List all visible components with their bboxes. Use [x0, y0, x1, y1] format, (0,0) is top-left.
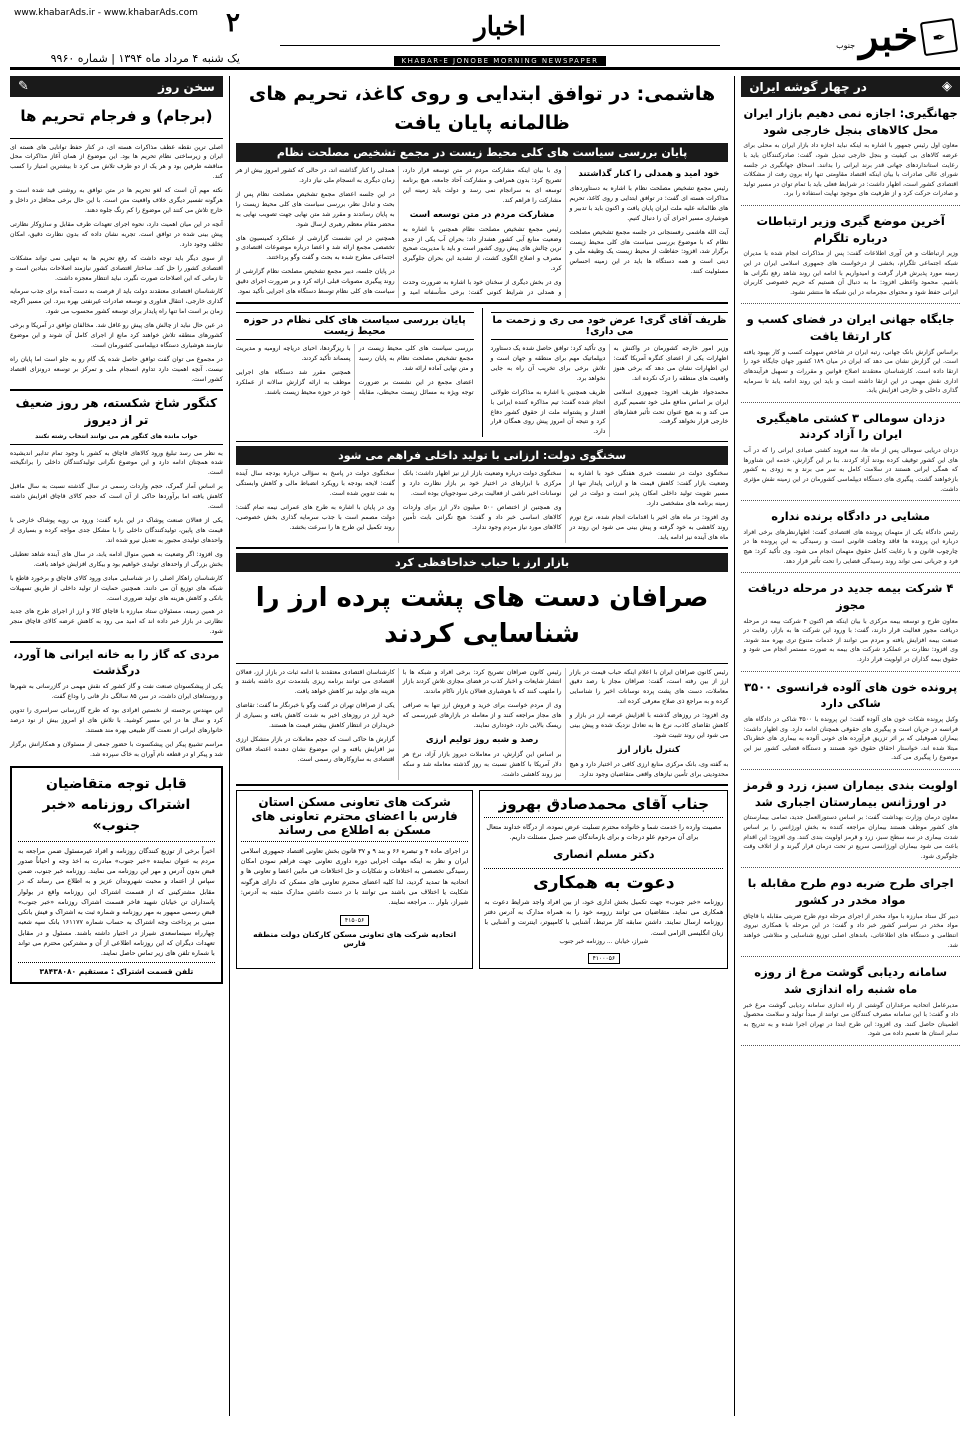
main-column: [236, 76, 729, 1416]
brief-title: جهانگیری: اجازه نمی دهیم بازار ایران محل کالاهای بنجل خارجی شود: [743, 106, 958, 137]
top-story-p: در این جلسه اعضای مجمع تشخیص مصلحت نظام پس از بحث و تبادل نظر، بررسی سیاست های کلی محیط زیست را به پایان رساندند و مقرر شد متن نهایی جهت تصویب نهایی به محضر مقام معظم رهبری ارسال شود.: [235, 190, 395, 228]
brief-body: مدیرعامل اتحادیه مرغداران گوشتی از راه اندازی سامانه ردیابی گوشت مرغ خبر داد و گفت: با این سامانه مصرف کنندگان می توانند از مبدأ تولید و سلامت محصول اطمینان حاصل کنند. وی افزود: این طرح ابتدا در تهران اجرا شده و به تدریج به سایر استان ها تعمیم داده می شود.: [743, 1001, 958, 1038]
article3-p: این مهندس برجسته از نخستین افرادی بود که طرح گازرسانی سراسری را تدوین کرد و سال ها در این مسیر کوشید. با تلاش های او امروز بیش از نود درصد خانوارهای ایرانی از نعمت گاز طبیعی بهره مند هستند.: [10, 706, 223, 734]
zarif-story-body: [491, 344, 729, 437]
masthead-center: [240, 8, 760, 65]
brief-item[interactable]: [741, 504, 960, 573]
column-divider: [734, 76, 735, 1416]
subscription-ad-body: اخیراً برخی از توزیع کنندگان روزنامه و افراد غیرمسئول ضمن مراجعه به مردم به عنوان نماینده «خبر جنوب» مبادرت به اخذ وجه و احیاناً صدور قبض بدون آدرس و مهر این روزنامه می نمایند. روزنامه خبر جنوب، ضمن سپاس از اعتماد و محبت شهروندان عزیز و به اطلاع می رساند که در مقابل مشترکینی که از قسمت اشتراک این روزنامه واقع در بولوار پاسداران تن خیابان شهید فاخر قسمت اشتراک روزنامه «خبر جنوب» قبض رسمی ممهور به مهر روزنامه و شماره ثبت به اشتراک و فیش بانکی مبنی بر پرداخت وجه اشتراک به حساب شماره ۱۶۱۱۷۷ بانک سپه شعبه چهارراه سینماسعدی شیراز در اختیار داشته باشند. مسئول و در مقابل تعهدات دیگران که این روزنامه اطلاعی از آن و مشترکین محترم می تواند با شماره تلفن های زیر تماس حاصل نمایند.: [18, 846, 215, 958]
invite-contact[interactable]: شیراز، خیابان ... روزنامه خبر جنوب: [559, 937, 649, 945]
brief-body: دبیر کل ستاد مبارزه با مواد مخدر از اجرای مرحله دوم طرح ضربتی مقابله با قاچاق مواد مخدر در سراسر کشور خبر داد و گفت: در این مرحله با همکاری نیروی انتظامی و دستگاه های اطلاعاتی، باندهای اصلی توزیع شناسایی و متلاشی خواهند شد.: [743, 912, 958, 949]
brief-title: سامانه ردیابی گوشت مرغ از روزه ماه شنبه راه اندازی شد: [754, 965, 948, 996]
pen-icon: ✎: [18, 79, 29, 94]
editorial-p: در عین حال نباید از چالش های پیش رو غافل شد. مخالفان توافق در آمریکا و برخی کشورهای منطقه تلاش خواهند کرد مانع از اجرای کامل آن شوند و این موضوع نیازمند هوشیاری دستگاه دیپلماسی کشورمان است.: [10, 322, 223, 350]
brief-body: براساس گزارش بانک جهانی، رتبه ایران در شاخص سهولت کسب و کار بهبود یافته است. این گزارش نشان می دهد که ایران در میان ۱۸۹ کشور جهان جایگاه خود را ارتقا داده است. کارشناسان معتقدند اصلاح قوانین و مقررات و تسهیل فرآیندهای اداری نقش مهمی در این ارتقا داشته است و باید این روند ادامه یابد تا سرمایه گذاری داخلی و خارجی افزایش یابد.: [743, 348, 958, 395]
article2-p: کارشناسان راهکار اصلی را در شناسایی مبادی ورود کالای قاچاق و برخورد قاطع با شبکه های توزیع آن می دانند. همچنین حمایت از تولید داخلی از طریق تسهیلات بانکی و کاهش هزینه های تولید ضروری است.: [10, 574, 223, 602]
brief-item[interactable]: [741, 960, 960, 1046]
section-header-label: در چهار گوشه ایران: [749, 79, 867, 94]
divider: [18, 841, 215, 842]
editorial-body: [10, 143, 223, 385]
editorial-p: در مجموع می توان گفت توافق حاصل شده یک گام رو به جلو است اما پایان راه نیست. آنچه اهمیت دارد تداوم انسجام ملی و تمرکز بر توسعه درونزای اقتصاد کشور است.: [10, 356, 223, 383]
subscription-notice-ad: [10, 766, 223, 985]
top-story-p: رئیس مجمع تشخیص مصلحت نظام همچنین با اشاره به وضعیت منابع آبی کشور هشدار داد: بحران آب یکی از جدی ترین چالش های پیش روی کشور است و باید با مدیریت صحیح مصرف و اصلاح الگوی کشت، از تشدید این بحران جلوگیری کرد.: [402, 225, 562, 273]
cur-p: کارشناسان اقتصادی معتقدند با ادامه ثبات در بازار ارز، فعالان اقتصادی می توانند برنامه ریزی بلندمدت تری داشته باشند و هزینه های تولید نیز کاهش خواهد یافت.: [235, 668, 395, 696]
top-story-headline: هاشمی: در توافق ابتدایی و روی کاغذ، تحریم های ظالمانه پایان یافت: [248, 83, 716, 134]
subscription-ad-title: قابل توجه متقاضیان اشتراک روزنامه «خبر جنوب»: [42, 775, 191, 834]
article3-title: مردی که گاز را به خانه ایرانی ها آورد، درگذشت: [13, 648, 220, 678]
top-story-p: در پایان جلسه، دبیر مجمع تشخیص مصلحت نظام گزارشی از روند پیگیری مصوبات قبلی ارائه کرد و بر ضرورت اجرای دقیق سیاست های کلی نظام توسط دستگاه های اجرایی تأکید نمود.: [235, 268, 395, 296]
divider: [484, 868, 723, 869]
env-p: بررسی سیاست های کلی محیط زیست در مجمع تشخیص مصلحت نظام به پایان رسید و متن نهایی آماده ارائه شد.: [358, 345, 474, 372]
brief-body: دزدان دریایی سومالی پس از ماه ها، سه فروند کشتی صیادی ایرانی را که در آب های این کشور توقیف کرده بودند آزاد کردند. بنا بر این گزارش، خدمه این شناورها که همگی ایرانی هستند در سلامت کامل به سر می برند و به زودی به کشور بازخواهند گشت. پیگیری های دستگاه دیپلماسی کشورمان در این زمینه نقش مؤثری داشت.: [743, 447, 958, 493]
divider: [236, 441, 729, 442]
divider: [10, 641, 223, 643]
top-story-subhead-1: خود امید و همدلی را کنار گذاشتند: [578, 169, 720, 179]
editorial-p: از سوی دیگر باید توجه داشت که رفع تحریم ها به تنهایی نمی تواند مشکلات اقتصادی کشور را حل کند. ساختار اقتصادی کشور نیازمند اصلاحات بنیادین است و تا زمانی که این اصلاحات صورت نگیرد، نباید انتظار معجزه داشت.: [10, 254, 223, 282]
dual-story-row: [236, 308, 729, 437]
article3-body: [10, 682, 223, 759]
currency-subhead-right: کنترل بازار ارز: [617, 745, 681, 756]
top-story-p: رئیس مجمع تشخیص مصلحت نظام با اشاره به دستاوردهای مذاکرات هسته ای گفت: در توافق ابتدایی و روی کاغذ، تحریم های ظالمانه علیه ملت ایران پایان یافت و اکنون باید با تدبیر و هوشیاری مسیر اجرای آن را دنبال کنیم.: [569, 184, 729, 222]
cur-p: رئیس کانون صرافان ایران با اعلام اینکه حباب قیمت در بازار ارز از بین رفته است، گفت: صرافان مجاز با رصد دقیق معاملات، دست های پشت پرده نوسانات اخیر را شناسایی کرده و به مراجع ذی صلاح معرفی کرده اند.: [569, 668, 729, 706]
zarif-p: محمدجواد ظریف افزود: جمهوری اسلامی ایران بر اساس منافع ملی خود تصمیم گیری می کند و به هیچ عنوان تحت تأثیر فشارهای خارجی قرار نخواهد گرفت.: [613, 388, 729, 426]
divider: [236, 547, 729, 549]
editorial-p: اصلی ترین نقطه عطف مذاکرات هسته ای، در کنار حفظ توانایی های هسته ای ایران و زیرساختی نظام تحریم ها بود. این موضوع از همان آغاز مذاکرات محل مناقشه طرفین بود و هر یک از دو طرف تلاش می کرد تا بیشترین امتیاز را کسب کند.: [10, 143, 223, 181]
housing-coop-ad: [236, 790, 474, 969]
brief-title: اولویت بندی بیماران سبز، زرد و قرمز در اورژانس بیمارستان اجباری شد: [743, 778, 958, 809]
currency-story-kicker: بازار ارز با حباب خداحافظی کرد: [236, 553, 729, 572]
cur-p: وی از مردم خواست برای خرید و فروش ارز تنها به صرافی های مجاز مراجعه کنند و از معامله در بازارهای غیررسمی که ریسک بالایی دارد، خودداری نمایند.: [402, 702, 562, 730]
editorial-p: آنچه در این میان اهمیت دارد، نحوه اجرای تعهدات طرف مقابل و سازوکار نظارتی پیش بینی شده در توافق است. تجربه نشان داده که بدون نظارت دقیق، امکان تخلف وجود دارد.: [10, 220, 223, 248]
cur-p: رئیس کانون صرافان تصریح کرد: برخی افراد و شبکه ها با انتشار شایعات و اخبار کذب در فضای مجازی تلاش کردند بازار را ملتهب کنند که با هوشیاری فعالان بازار ناکام ماندند.: [402, 668, 562, 696]
masthead-right: [10, 8, 240, 65]
quill-icon: ✒: [920, 17, 958, 55]
website-links[interactable]: www.khabarAds.ir - www.khabarAds.com: [14, 8, 198, 18]
divider: [10, 444, 223, 445]
article2-p: یکی از فعالان صنعت پوشاک در این باره گفت: ورود بی رویه پوشاک خارجی با قیمت های پایین، تولیدکنندگان داخلی را با مشکل جدی مواجه کرده و بسیاری از واحدهای تولیدی مجبور به تعدیل نیرو شده اند.: [10, 517, 223, 544]
top-story-subhead-2: مشارکت مردم در متن توسعه است: [409, 209, 555, 220]
issue-date-line: یک شنبه ۴ مرداد ماه ۱۳۹۴ | شماره ۹۹۶۰: [50, 52, 240, 65]
zarif-p: ظریف همچنین با اشاره به مذاکرات طولانی انجام شده گفت: تیم مذاکره کننده ایرانی با اقتدار و پشتوانه ملت از حقوق کشور دفاع کرد و نتیجه آن امروز پیش روی همگان قرار دارد.: [490, 388, 606, 436]
brief-title: پرونده خون های آلوده فرانسوی ۳۵۰۰ شاکی دارد: [744, 679, 958, 711]
editorial-title: (برجام) و فرجام تحریم ها: [20, 107, 213, 125]
currency-story-headline: صرافان دست های پشت پرده ارز را شناسایی کردند: [255, 582, 709, 650]
gov-p: وی همچنین از اختصاص ۵۰۰ میلیون دلار ارز برای واردات کالاهای اساسی خبر داد و گفت: هیچ نگرانی بابت تأمین کالاهای مورد نیاز مردم وجود ندارد.: [402, 504, 562, 531]
divider: [10, 138, 223, 139]
brief-item[interactable]: [741, 307, 960, 402]
condolence-ad: [479, 790, 728, 969]
brief-title: ۴ شرکت بیمه جدید در مرحله دریافت مجوز: [747, 581, 954, 612]
logo-word: خبر: [859, 12, 918, 60]
invite-stamp: ۴۱۰۰۰۵۶: [588, 953, 621, 964]
cur-p: به گفته وی، بانک مرکزی منابع ارزی کافی در اختیار دارد و هیچ محدودیتی برای تأمین نیازهای واقعی متقاضیان وجود ندارد.: [569, 760, 729, 778]
gov-p: سخنگوی دولت در پاسخ به سؤالی درباره بودجه سال آینده گفت: لایحه بودجه با رویکرد انضباط مالی و کاهش وابستگی به نفت تدوین شده است.: [235, 470, 395, 498]
masthead: [10, 8, 960, 70]
invite-heading: دعوت به همکاری: [533, 872, 675, 893]
section-header-label: سخن روز: [158, 79, 215, 94]
top-story-p: وی در بخش دیگری از سخنان خود با اشاره به ضرورت وحدت و همدلی در شرایط کنونی گفت: برخی متأسفانه امید و همدلی را کنار گذاشته اند، در حالی که کشور امروز بیش از هر زمان دیگری به انسجام ملی نیاز دارد.: [235, 167, 562, 297]
brief-item[interactable]: [741, 773, 960, 868]
brief-item[interactable]: [741, 675, 960, 770]
env-policy-story: [236, 308, 474, 437]
brief-item[interactable]: [741, 576, 960, 671]
brief-body: وزیر ارتباطات و فن آوری اطلاعات گفت: پس از مذاکرات انجام شده با مدیران شبکه اجتماعی تلگرام، بخشی از درخواست های جمهوری اسلامی ایران در این زمینه مورد پذیرش قرار گرفت و امیدواریم با ادامه این روند شاهد رفع نگرانی ها باشیم. محمود واعظی افزود: ما به دنبال آن هستیم که حریم خصوصی کاربران ایرانی حفظ شود و محتوای مجرمانه در این شبکه ها منتشر نشود.: [743, 250, 958, 296]
coop-ad-title: شرکت های تعاونی مسکن استان فارس با اعضای محترم تعاونی های مسکن به اطلاع می رساند: [251, 794, 458, 837]
bottom-ads-row: [236, 790, 729, 969]
page-title: اخبار: [474, 12, 526, 42]
govt-spokesman-kicker: سخنگوی دولت: ارزانی با تولید داخلی فراهم می شود: [236, 446, 729, 465]
box-divider: [482, 308, 483, 437]
article2-subtitle: خواب مانده های کنگور هم می توانند انتخاب رشته نکنند: [35, 432, 198, 440]
condolence-signature: دکتر مسلم انصاری: [553, 848, 655, 862]
article2-p: بر اساس آمار گمرک، حجم واردات رسمی در سال گذشته نسبت به سال ماقبل کاهش یافته اما برآوردها حاکی از آن است که حجم کالای قاچاق افزایش داشته است.: [10, 483, 223, 511]
zarif-p: وی تأکید کرد: توافق حاصل شده یک دستاورد دیپلماتیک مهم برای منطقه و جهان است و تلاش برخی برای تخریب آن راه به جایی نخواهد برد.: [490, 345, 606, 382]
currency-story-body: [236, 668, 729, 780]
divider: [236, 784, 729, 786]
brief-body: معاون درمان وزارت بهداشت گفت: بر اساس دستورالعمل جدید، تمامی بیمارستان های کشور موظف هستند بیماران مراجعه کننده به بخش اورژانس را بر اساس شدت بیماری در سه سطح سبز، زرد و قرمز اولویت بندی کنند. وی افزود: این اقدام باعث می شود بیماران اورژانسی سریع تر تحت درمان قرار گیرند و از اتلاف وقت جلوگیری شود.: [743, 814, 958, 860]
article3-p: مراسم تشییع پیکر این پیشکسوت با حضور جمعی از مسئولان و همکارانش برگزار شد و پیکر او در قطعه نام آوران به خاک سپرده شد.: [10, 740, 223, 758]
cur-p: بر اساس این گزارش، در معاملات دیروز بازار آزاد، نرخ هر دلار آمریکا با کاهش نسبت به روز گذشته معامله شد و سکه نیز روند کاهشی داشت.: [402, 750, 562, 778]
masthead-divider: [280, 45, 720, 46]
brief-item[interactable]: [741, 209, 960, 304]
top-story-p: وی با بیان اینکه مشارکت مردم در متن توسعه قرار دارد، تصریح کرد: بدون همراهی و مشارکت آحاد جامعه، هیچ برنامه توسعه ای به سرانجام نمی رسد و دولت باید زمینه این مشارکت را فراهم کند.: [402, 167, 562, 204]
editorial-p: کارشناسان اقتصادی معتقدند دولت باید از فرصت به دست آمده برای جذب سرمایه گذاری خارجی، انتقال فناوری و توسعه صادرات غیرنفتی بهره ببرد. این مسیر اگرچه زمان بر است اما تنها راه پایدار برای توسعه کشور محسوب می شود.: [10, 288, 223, 316]
top-story-p: همچنین در این نشست گزارشی از عملکرد کمیسیون های تخصصی مجمع ارائه شد و اعضا درباره موضوعات اقتصادی و اجتماعی مطرح شده به بحث و گفت وگو پرداختند.: [235, 234, 395, 262]
page-columns: [10, 76, 960, 1416]
divider: [10, 389, 223, 391]
env-policy-title: پایان بررسی سیاست های کلی نظام در حوزه محیط زیست: [236, 312, 474, 340]
brief-body: رئیس دادگاه یکی از متهمان پرونده های اقتصادی گفت: اظهارنظرهای برخی افراد درباره این پرونده ها فاقد وجاهت قانونی است و رسیدگی به این پرونده ها در چارچوب قانون و با رعایت کامل حقوق متهمان انجام می شود. وی تأکید کرد: هیچ فرد و جریانی نمی تواند روند رسیدگی قضایی را تحت تأثیر قرار دهد.: [743, 528, 958, 565]
top-story-p: آیت الله هاشمی رفسنجانی در جلسه مجمع تشخیص مصلحت نظام که با موضوع بررسی سیاست های کلی محیط زیست برگزار شد، افزود: حفاظت از محیط زیست یک وظیفه ملی و دینی است و همه دستگاه ها باید در این زمینه احساس مسئولیت کنند.: [569, 228, 729, 276]
article2-title: کنگور شاخ شکسته، هر روز ضعیف تر از دیروز: [15, 395, 218, 428]
env-policy-body: [236, 344, 474, 400]
brief-title: جایگاه جهانی ایران در فضای کسب و کار ارتقا یافت: [746, 312, 955, 344]
subscription-ad-phone[interactable]: تلفن قسمت اشتراک : مستقیم ۳۸۴۳۸۰۸۰: [39, 967, 194, 977]
brief-body: معاون طرح و توسعه بیمه مرکزی با بیان اینکه هم اکنون ۴ شرکت بیمه در مرحله دریافت مجوز فعالیت قرار دارند، گفت: با ورود این شرکت ها به بازار، رقابت در صنعت بیمه افزایش یافته و مردم می توانند از خدمات متنوع تری بهره مند شوند. وی افزود: نظارت بر عملکرد شرکت های بیمه به صورت مستمر انجام می شود و حقوق بیمه گذاران در اولویت قرار دارد.: [743, 617, 958, 664]
brief-item[interactable]: [741, 406, 960, 501]
gov-p: وی افزود: در ماه های اخیر با اقدامات انجام شده، نرخ تورم روند کاهشی به خود گرفته و پیش بینی می شود این روند در ماه های آینده نیز ادامه یابد.: [569, 514, 729, 541]
zarif-story-title: ظریف آقای گری! عرض خود می ری و زحمت ما می داری!: [491, 312, 729, 340]
brief-title: اجرای طرح ضربه دوم طرح مقابله با مواد مخدر در کشور: [747, 876, 954, 908]
article2-body: [10, 449, 223, 638]
condolence-title: جناب آقای محمدصادق بهروز: [498, 794, 710, 813]
cur-p: یکی از صرافان تهران در گفت وگو با خبرنگار ما گفت: تقاضای خرید ارز در روزهای اخیر به شدت کاهش یافته و بسیاری از خریداران در انتظار کاهش بیشتر قیمت ها هستند.: [235, 702, 395, 730]
env-p: همچنین مقرر شد دستگاه های اجرایی موظف به ارائه گزارش سالانه از عملکرد خود در حوزه محیط زیست باشند.: [235, 368, 351, 396]
article3-p: یکی از پیشکسوتان صنعت نفت و گاز کشور که نقش مهمی در گازرسانی به شهرها و روستاهای ایران داشت، در سن ۸۵ سالگی دار فانی را وداع گفت.: [10, 683, 223, 701]
govt-spokesman-body: [236, 469, 729, 542]
map-icon: ◈: [942, 79, 952, 94]
condolence-body: مصیبت وارده را خدمت شما و خانواده محترم تسلیت عرض نموده، از درگاه خداوند متعال برای آن مرحوم علو درجات و برای بازماندگان صبر جمیل مسئلت داریم.: [486, 822, 722, 841]
coop-ad-footer: اتحادیه شرکت های تعاونی مسکن کارکنان دولت منطقه فارس: [253, 930, 457, 949]
divider: [241, 841, 469, 842]
logo-subtitle: جنوب: [836, 41, 856, 50]
section-header-opinion: [10, 76, 223, 97]
divider: [484, 817, 723, 818]
article2-p: به نظر می رسد تبلیغ ورود کالاهای قاچاق به کشور با وجود تمام تدابیر اندیشیده شده همچنان ادامه دارد و این موضوع نگرانی تولیدکنندگان داخلی را برانگیخته است.: [10, 449, 223, 477]
cur-p: گزارش ها حاکی است که حجم معاملات در بازار متشکل ارزی نیز افزایش یافته و این موضوع نشان دهنده اعتماد فعالان اقتصادی به سازوکارهای رسمی است.: [235, 736, 395, 763]
column-divider: [229, 76, 230, 1416]
gov-p: سخنگوی دولت درباره وضعیت بازار ارز نیز اظهار داشت: بانک مرکزی با ابزارهای در اختیار خود بر بازار نظارت دارد و نوسانات اخیر ناشی از فعالیت برخی سودجویان بوده است.: [402, 470, 562, 498]
coop-ad-stamp: ۴۱۵۰۵۶: [340, 915, 369, 926]
editorial-p: نکته مهم آن است که لغو تحریم ها در متن توافق به روشنی قید شده است و هرگونه تفسیر دیگری خلاف واقعیت متن است. با این حال برخی محافل در داخل و خارج تلاش می کنند این موضوع را کم رنگ جلوه دهند.: [10, 187, 223, 215]
invite-body: روزنامه «خبر جنوب» جهت تکمیل بخش اداری خود، از بین افراد واجد شرایط دعوت به همکاری می نماید. متقاضیان می توانند رزومه خود را به همراه مدارک به آدرس دفتر روزنامه ارسال نمایند. داشتن سابقه کار مرتبط، آشنایی با کامپیوتر، اینترنت و آشنایی با زبان انگلیسی الزامی است.: [484, 897, 724, 937]
divider: [18, 962, 215, 963]
brief-title: دزدان سومالی ۳ کشتی ماهیگیری ایران را آزاد کردند: [756, 410, 946, 442]
brief-item[interactable]: [741, 101, 960, 206]
top-story-body: [236, 166, 729, 298]
divider: [236, 302, 729, 304]
top-story-kicker: پایان بررسی سیاست های کلی محیط زیست در مجمع تشخیص مصلحت نظام: [236, 143, 729, 162]
editorial-column: [10, 76, 223, 1416]
brief-body: وکیل پرونده شکات خون های آلوده گفت: این پرونده با ۳۵۰۰ شاکی در دادگاه های فرانسه در جریان است و پیگیری های حقوقی همچنان ادامه دارد. وی اظهار داشت: بیماران هموفیلی که بر اثر تزریق فرآورده های خونی آلوده به بیماری های خطرناک مبتلا شده اند، خواستار احقاق حقوق خود هستند و دستگاه قضایی کشور نیز این موضوع را پیگیری می کند.: [743, 716, 958, 762]
brief-title: آخرین موضع گیری وزیر ارتباطات درباره تلگرام: [756, 214, 945, 245]
cur-p: وی افزود: در روزهای گذشته با افزایش عرضه ارز در بازار و کاهش تقاضای کاذب، نرخ ها به تعادل نزدیک شده و پیش بینی می شود این روند تثبیت شود.: [569, 712, 729, 740]
gov-p: سخنگوی دولت در نشست خبری هفتگی خود با اشاره به وضعیت بازار گفت: کاهش قیمت ها و ارزانی پایدار تنها از مسیر تقویت تولید داخلی امکان پذیر است و دولت در این زمینه برنامه های مشخصی دارد.: [569, 470, 729, 508]
newspaper-logo: [760, 8, 960, 65]
brief-title: مشایی در دادگاه برنده نداره: [771, 509, 931, 524]
article2-p: وی افزود: اگر وضعیت به همین منوال ادامه یابد، در سال های آینده شاهد تعطیلی بخش بزرگی از واحدهای تولیدی خواهیم بود و بیکاری افزایش خواهد یافت.: [10, 550, 223, 568]
iran-briefs-column: [741, 76, 960, 1416]
coop-ad-body: در اجرای ماده ۴ و تبصره ۶۶ و بند ۹ و ۳۷ قانون بخش تعاونی اقتصاد جمهوری اسلامی ایران و نظر به اینکه مهلت اجرایی دوره داوری تعاونی جهت فراهم نمودن امکان رسیدگی تخصصی به اختلافات و شکایات و حل اختلافات فی مابین اعضا و تعاونی ها و اتحادیه ها تمدید گردید، لذا کلیه اعضای محترم تعاونی های مسکن که دارای هرگونه شکایت یا اختلاف می باشند می توانند با در دست داشتن مدارک مثبته به آدرس: شیراز، بلوار ... مراجعه نمایند.: [240, 846, 469, 906]
brief-body: معاون اول رئیس جمهور با اشاره به اینکه نباید اجازه داد بازار ایران به محلی برای عرضه کالاهای بی کیفیت و بنجل خارجی تبدیل شود، گفت: صادرکنندگان باید با رعایت استانداردهای جهانی قدر برند ایرانی را بدانند. اسحاق جهانگیری در جلسه شورای عالی صادرات با بیان اینکه اقتصاد مقاومتی تنها راه برون رفت از مشکلات اقتصادی کشور است، اظهار داشت: در شرایط فعلی باید با تمام توان در مسیر تولید و صادرات حرکت کرد و از ظرفیت های موجود نهایت استفاده را برد.: [743, 142, 958, 198]
zarif-story: [491, 308, 729, 437]
article2-p: در همین زمینه، مسئولان ستاد مبارزه با قاچاق کالا و ارز از اجرای طرح های جدید نظارتی در بازار خبر داده اند که امید می رود به کاهش عرضه کالای قاچاق منجر شود.: [10, 608, 223, 636]
currency-subhead-left: رصد و شبه روز تولیم ارزی: [425, 735, 539, 746]
env-p: اعضای مجمع در این نشست بر ضرورت توجه ویژه به مسائل زیست محیطی، مقابله با ریزگردها، احیای دریاچه ارومیه و مدیریت پسماند تأکید کردند.: [235, 345, 474, 396]
masthead-english-line: KHABAR-E JONOBE MORNING NEWSPAPER: [394, 56, 607, 66]
gov-p: وی در پایان با اشاره به طرح های عمرانی نیمه تمام گفت: دولت مصمم است با جذب سرمایه گذاری بخش خصوصی، روند تکمیل این طرح ها را سرعت بخشد.: [235, 504, 395, 531]
zarif-p: وزیر امور خارجه کشورمان در واکنش به اظهارات یکی از اعضای کنگره آمریکا گفت: این اظهارات نشان می دهد که برخی هنوز واقعیت های منطقه را درک نکرده اند.: [613, 345, 729, 382]
section-header-iran: [741, 76, 960, 97]
brief-item[interactable]: [741, 871, 960, 957]
divider: [236, 663, 729, 664]
page-number: ۲: [226, 8, 240, 38]
